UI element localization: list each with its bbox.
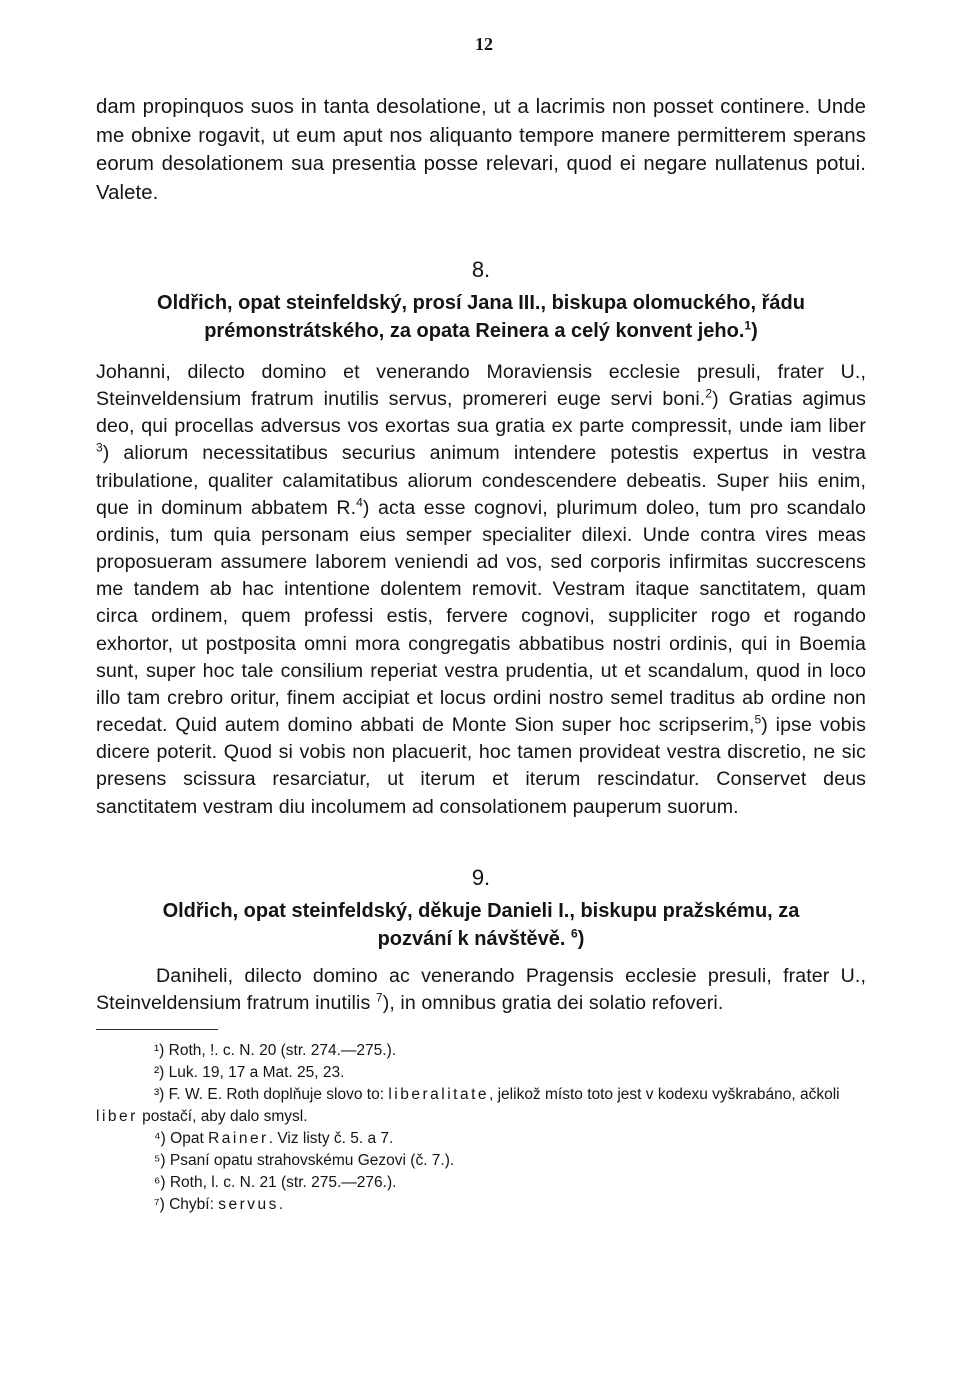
page-number: 12 (475, 34, 493, 54)
section-number-8: 8. (471, 257, 491, 282)
footnote-mark: ⁶) (154, 1173, 166, 1191)
footnote-7 (96, 1194, 866, 1216)
body-8-part5: ipse vobis dicere poterit. Quod si vobis non placuerit, hoc tamen provideat vestra discretio, ne sic presens scissura resarciatur, ut iterum et iterum rescindatur. Conservet deus sanctitatem vestram diu incolumem ad consolationem pauperum suorum. (96, 714, 867, 818)
footnote-1 (96, 1040, 866, 1062)
footnote-mark: ²) (154, 1063, 165, 1081)
footnote-text-a: Chybí: (169, 1195, 219, 1213)
footnote-mark: ⁷) (154, 1195, 165, 1213)
footnote-ref-6: 6 (571, 926, 578, 940)
footnote-2 (96, 1062, 866, 1084)
footnote-spaced-word: liberalitate (388, 1085, 489, 1103)
footnote-ref-7: 7 (375, 990, 383, 1005)
section-heading-9-line2: pozvání k návštěvě. (377, 927, 566, 950)
footnote-6 (96, 1172, 866, 1194)
footnote-text-b: . (278, 1195, 284, 1213)
footnote-text-b: , jelikož místo toto jest v kodexu vyškrabáno, ačkoli (489, 1085, 840, 1103)
intro-paragraph: dam propinquos suos in tanta desolatione, ut a lacrimis non posset continere. Unde me obnixe rogavit, ut eum aput nos aliquanto tempore manere permitterem sperans eorum desolationem sua presentia posse relevari, quod ei negare nullatenus potui. Valete. (96, 96, 866, 204)
body-8-part2: Gratias agimus deo, qui procellas adversus vos exortas sua gratia ex parte compressit, unde iam liber (96, 388, 867, 438)
footnote-spaced-word: liber (96, 1107, 138, 1125)
body-9-part2: , in omnibus gratia dei solatio refoveri. (389, 991, 724, 1014)
section-heading-8-line1: Oldřich, opat steinfeldský, prosí Jana III., biskupa olomuckého, řádu (157, 292, 805, 314)
footnote-ref-2: 2 (705, 386, 713, 401)
section-body-9: Daniheli, dilecto domino ac venerando Pragensis ecclesie presuli, frater U., Steinveldensium fratrum inutilis $^7$), in omnibus gratia dei solatio refoveri. (96, 964, 866, 1014)
footnote-mark: ³) (154, 1085, 165, 1103)
body-8-part1: Johanni, dilecto domino et venerando Moraviensis ecclesie presuli, frater U., Steinveldensium fratrum inutilis servus, promereri euge servi boni. (96, 361, 866, 411)
section-heading-9-line1: Oldřich, opat steinfeldský, děkuje Danieli I., biskupu pražskému, za (162, 899, 800, 922)
section-heading-8-line2: prémonstrátského, za opata Reinera a celý konvent jeho. (204, 320, 745, 342)
body-9-part1: Daniheli, dilecto domino ac venerando Pragensis ecclesie presuli, frater U., Steinveldensium fratrum inutilis (96, 964, 866, 1014)
footnote-text-a: Opat (170, 1129, 209, 1147)
footnote-mark: ⁵) (154, 1151, 166, 1169)
body-8-part4: acta esse cognovi, plurimum doleo, tum pro scandalo ordinis, tum quia personam eius semper specialiter dilexi. Unde contra vires meas proposueram assumere laborem veniendi ad vos, sed corporis infirmitas succrescens me tandem ab hac intentione dolentem removit. Vestram itaque sanctitatem, quam circa ordinem, quem professi estis, fervere cognovi, suppliciter rogo et rogando exhortor, ut postposita omni mora congregatis abbatibus nostri ordinis, qui in Boemia sunt, super hoc tale consilium reperiat vestra prudentia, ut et scandalum, quod in loco illo tam crebro oritur, finem accipiat et locus ordini nostro semel traditus ab ordine non recedat. Quid autem domino abbati de Monte Sion super hoc scripserim, (96, 496, 866, 737)
section-number-9: 9. (471, 864, 491, 890)
section-body-8: Johanni, dilecto domino et venerando Moraviensis ecclesie presuli, frater U., Steinveldensium fratrum inutilis servus, promereri euge servi boni.$^2$) Gratias agimus deo, qui procellas adversus vos exortas sua gratia ex parte compressit, unde iam liber $^3$) aliorum necessitatibus securius animum intendere potestis expertus in vestra tribulatione, qualiter calamitatibus aliorum condescendere debeatis. Super hiis enim, que in dominum abbatem R.$^4$) acta esse cognovi, plurimum doleo, tum pro scandalo ordinis, tum quia personam eius semper specialiter dilexi. Unde contra vires meas proposueram assumere laborem veniendi ad vos, sed corporis infirmitas succrescens me tandem ab hac intentione dolentem removit. Vestram itaque sanctitatem, quam circa ordinem, quem professi estis, fervere cognovi, suppliciter rogo et rogando exhortor, ut postposita omni mora congregatis abbatibus nostri ordinis, qui in Boemia sunt, super hoc tale consilium reperiat vestra prudentia, ut et scandalum, quod in loco illo tam crebro oritur, finem accipiat et locus ordini nostro semel traditus ab ordine non recedat. Quid autem domino abbati de Monte Sion super hoc scripserim,$^5$) ipse vobis dicere poterit. Quod si vobis non placuerit, hoc tamen provideat vestra discretio, ne sic presens scissura resarciatur, ut iterum et iterum rescindatur. Conservet deus sanctitatem vestram diu incolumem ad consolationem pauperum suorum. (96, 361, 867, 818)
footnote-text: Roth, !. c. N. 20 (str. 274.—275.). (168, 1041, 397, 1059)
footnote-ref-3: 3 (96, 440, 103, 455)
footnote-spaced-word: servus (218, 1195, 279, 1213)
document-page (96, 34, 866, 1216)
footnotes-list (96, 1040, 866, 1216)
footnote-text: Psaní opatu strahovskému Gezovi (č. 7.). (169, 1151, 455, 1169)
section-heading-9: Oldřich, opat steinfeldský, děkuje Danieli I., biskupu pražskému, za pozvání k návštěvě. $^6$) (162, 899, 800, 950)
footnote-ref-4: 4 (356, 495, 363, 510)
footnote-text-c: postačí, aby dalo smysl. (137, 1107, 308, 1125)
footnote-text: Luk. 19, 17 a Mat. 25, 23. (168, 1063, 345, 1081)
footnote-text-a: F. W. E. Roth doplňuje slovo to: (168, 1085, 389, 1103)
footnote-mark: ¹) (154, 1041, 165, 1059)
footnote-mark: ⁴) (154, 1129, 166, 1147)
footnote-3 (96, 1084, 866, 1128)
footnote-ref-1: 1 (744, 318, 752, 333)
footnote-4 (96, 1128, 866, 1150)
body-8-part3: aliorum necessitatibus securius animum intendere potestis expertus in vestra tribulatione, qualiter calamitatibus aliorum condescendere debeatis. Super hiis enim, que in dominum abbatem R. (96, 442, 867, 519)
footnote-ref-5: 5 (754, 712, 762, 727)
section-heading-8: Oldřich, opat steinfeldský, prosí Jana III., biskupa olomuckého, řádu prémonstrátského, za opata Reinera a celý konvent jeho.$^1$) (157, 292, 805, 342)
footnote-divider (96, 1029, 218, 1030)
footnote-text: Roth, l. c. N. 21 (str. 275.—276.). (169, 1173, 397, 1191)
footnote-text-b: . Viz listy č. 5. a 7. (268, 1129, 394, 1147)
footnote-spaced-word: Rainer (208, 1129, 269, 1147)
footnote-5 (96, 1150, 866, 1172)
